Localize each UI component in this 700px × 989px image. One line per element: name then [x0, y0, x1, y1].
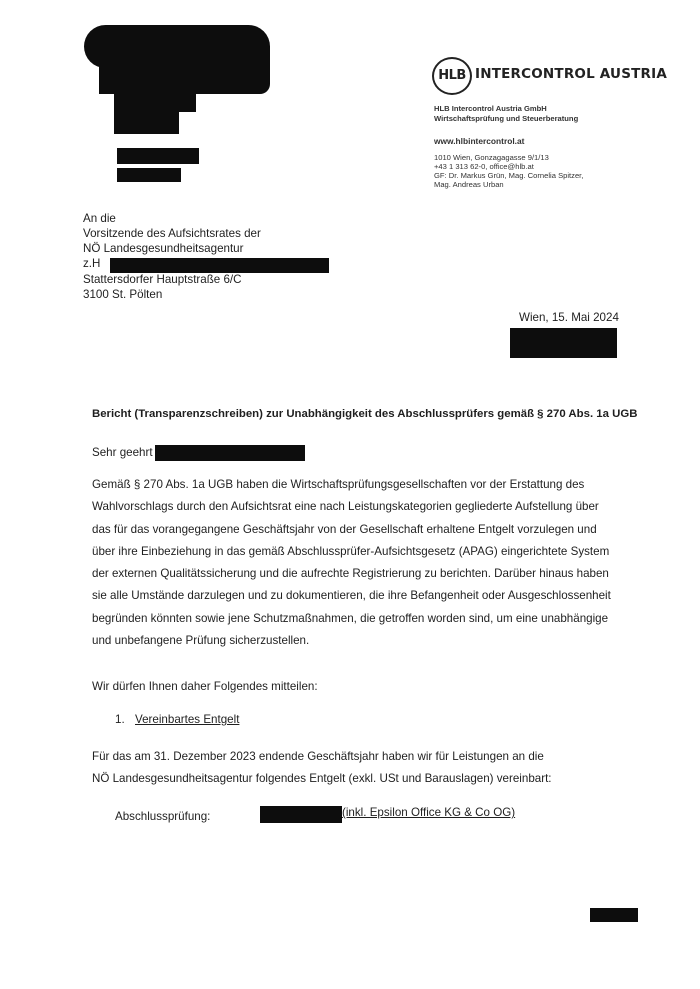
- company-management: GF: Dr. Markus Grün, Mag. Cornelia Spitzer,: [434, 171, 584, 180]
- company-tagline: Wirtschaftsprüfung und Steuerberatung: [434, 114, 579, 123]
- recipient-line: Vorsitzende des Aufsichtsrates der: [83, 227, 261, 240]
- redaction-block: [510, 328, 617, 358]
- company-website: www.hlbintercontrol.at: [434, 136, 525, 146]
- company-contact: +43 1 313 62-0, office@hlb.at: [434, 162, 534, 171]
- fee-note: (inkl. Epsilon Office KG & Co OG): [342, 806, 516, 819]
- company-address: 1010 Wien, Gonzagagasse 9/1/13: [434, 153, 549, 162]
- recipient-line: NÖ Landesgesundheitsagentur: [83, 242, 244, 255]
- redaction-block: [260, 806, 342, 823]
- redaction-block: [117, 168, 181, 182]
- company-logo-name: INTERCONTROL AUSTRIA: [475, 66, 668, 82]
- letter-subject: Bericht (Transparenzschreiben) zur Unabhängigkeit des Abschlussprüfers gemäß § 270 Abs. 1a UGB: [92, 408, 638, 420]
- redaction-block: [114, 88, 196, 112]
- recipient-line: Stattersdorfer Hauptstraße 6/C: [83, 273, 242, 286]
- company-name: HLB Intercontrol Austria GmbH: [434, 104, 547, 113]
- recipient-attention: z.H: [83, 257, 101, 270]
- letter-date: Wien, 15. Mai 2024: [519, 311, 619, 324]
- redaction-block: [117, 148, 199, 164]
- recipient-line: An die: [83, 212, 116, 225]
- body-paragraph: Für das am 31. Dezember 2023 endende Geschäftsjahr haben wir für Leistungen an die NÖ Landesgesundheitsagentur folgendes Entgelt (exkl. USt und Barauslagen) vereinbart:: [92, 750, 552, 786]
- fee-label: Abschlussprüfung:: [115, 810, 211, 823]
- recipient-line: 3100 St. Pölten: [83, 288, 163, 301]
- section-title: Vereinbartes Entgelt: [135, 713, 240, 726]
- body-paragraph: Gemäß § 270 Abs. 1a UGB haben die Wirtschaftsprüfungsgesellschaften vor der Erstattung des Wahlvorschlags durch den Aufsichtsrat eine nach Leistungskategorien gegliederte Aufstellung über das für das vorangegangene Geschäftsjahr von der Gesellschaft erhaltene Entgelt vorzulegen und über ihre Einbeziehung in das gemäß Abschlussprüfer-Aufsichtsgesetz (APAG) eingerichtete System der externen Qualitätssicherung und die aufrechte Registrierung zu berichten. Darüber hinaus haben sie alle Umstände darzulegen und zu dokumentieren, die ihre Befangenheit oder Ausgeschlossenheit begründen könnten sowie jene Schutzmaßnahmen, die getroffen worden sind, um eine unabhängige und unbefangene Prüfung sicherzustellen.: [92, 478, 611, 648]
- redaction-block: [155, 445, 305, 461]
- section-number: 1.: [115, 713, 125, 726]
- company-management-2: Mag. Andreas Urban: [434, 180, 504, 189]
- redaction-block: [110, 258, 329, 273]
- intro-text: Wir dürfen Ihnen daher Folgendes mitteilen:: [92, 680, 318, 693]
- redaction-block: [114, 112, 179, 134]
- redaction-block: [590, 908, 638, 922]
- hlb-logo: HLB: [432, 57, 472, 95]
- salutation: Sehr geehrt: [92, 446, 153, 459]
